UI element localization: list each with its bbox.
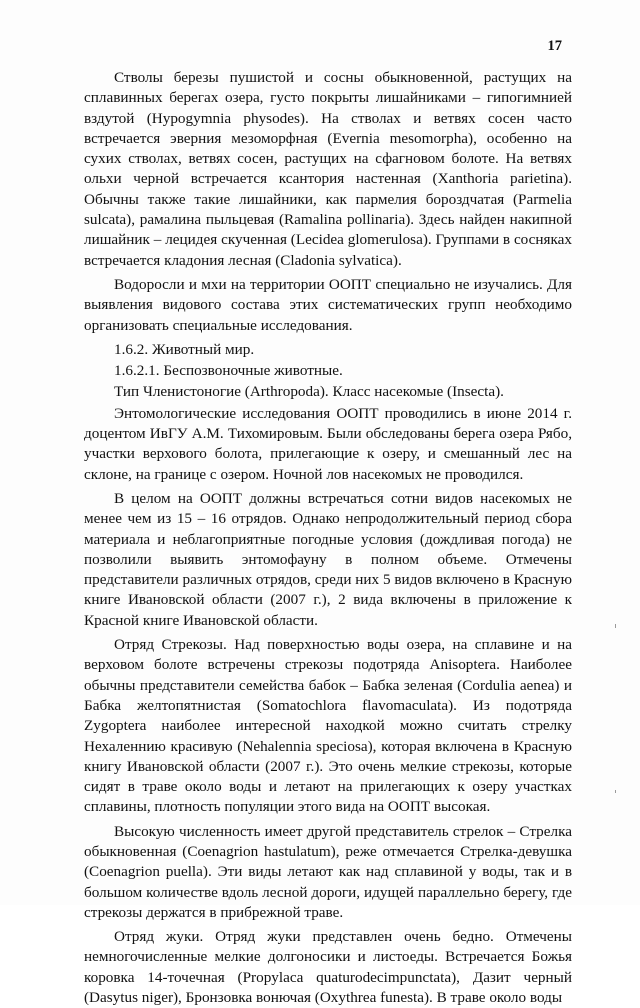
section-heading-arthropoda: Тип Членистоногие (Arthropoda). Класс насекомые (Insecta). xyxy=(114,383,504,401)
page-body xyxy=(84,68,572,1008)
paragraph-algae-mosses: Водоросли и мхи на территории ООПТ специально не изучались. Для выявления видового состава этих систематических групп необходимо организовать специальные исследования. xyxy=(84,275,572,334)
scan-artifact-mark xyxy=(615,790,616,793)
paragraph-insect-overview: В целом на ООПТ должны встречаться сотни видов насекомых не менее чем из 15 – 16 отрядов. Однако непродолжительный период сбора материала и неблагоприятные погодные условия (дождливая погода) не позволили выявить энтомофауну в полном объеме. Отмечены представители различных отрядов, среди них 5 видов включено в Красную книге Ивановской области (2007 г.), 2 вида включены в приложение к Красной книге Ивановской области. xyxy=(84,489,572,629)
section-heading-fauna: 1.6.2. Животный мир. xyxy=(114,340,255,358)
scan-artifact-mark xyxy=(615,624,616,628)
paragraph-damselflies: Высокую численность имеет другой представитель стрелок – Стрелка обыкновенная (Coenagrion hastulatum), реже отмечается Стрелка-девушка (Coenagrion puella). Эти виды летают как над сплавиной у воды, так и в большом количестве вдоль лесной дороги, идущей параллельно берегу, где стрекозы держатся в прибрежной траве. xyxy=(84,822,572,921)
paragraph-lichens: Стволы березы пушистой и сосны обыкновенной, растущих на сплавинных берегах озера, густо покрыты лишайниками – гипогимнией вздутой (Hypogymnia physodes). На стволах и ветвях сосен часто встречается эверния мезоморфная (Evernia mesomorpha), особенно на сухих стволах, ветвях сосен, растущих на сфагновом болоте. На ветвях ольхи черной встречается ксантория настенная (Xanthoria parietina). Обычны также такие лишайники, как пармелия бороздчатая (Parmelia sulcata), рамалина пыльцевая (Ramalina pollinaria). Здесь найден накипной лишайник – лецидея скученная (Lecidea glomerulosa). Группами в сосняках встречается кладония лесная (Cladonia sylvatica). xyxy=(84,69,572,269)
page-number: 17 xyxy=(547,38,562,54)
paragraph-beetles: Отряд жуки. Отряд жуки представлен очень бедно. Отмечены немногочисленные мелкие долгоносики и листоеды. Встречается Божья коровка 14-точечная (Propylaca quaturodecimpunctata), Дазит черный (Dasytus niger), Бронзовка вонючая (Oxythrea funesta). В траве около воды xyxy=(84,928,572,1007)
paragraph-entomological-research: Энтомологические исследования ООПТ проводились в июне 2014 г. доцентом ИвГУ А.М. Тихомировым. Были обследованы берега озера Рябо, участки верхового болота, прилегающие к озеру, и смешанный лес на склоне, на границе с озером. Ночной лов насекомых не проводился. xyxy=(84,404,572,483)
section-heading-invertebrates: 1.6.2.1. Беспозвоночные животные. xyxy=(114,362,343,380)
paragraph-dragonflies: Отряд Стрекозы. Над поверхностью воды озера, на сплавине и на верховом болоте встречены стрекозы подотряда Anisoptera. Наиболее обычны представители семейства бабок – Бабка зеленая (Cordulia aenea) и Бабка желтопятнистая (Somatochlora flavomaculata). Из подотряда Zygoptera наиболее интересной находкой можно считать стрелку Нехаленнию красивую (Nehalennia speciosa), которая включена в Красную книгу Ивановской области (2007 г.). Это очень мелкие стрекозы, которые сидят в траве около воды и летают на прилегающих к озеру участках сплавины, плотность популяции этого вида на ООПТ высокая. xyxy=(84,636,572,816)
